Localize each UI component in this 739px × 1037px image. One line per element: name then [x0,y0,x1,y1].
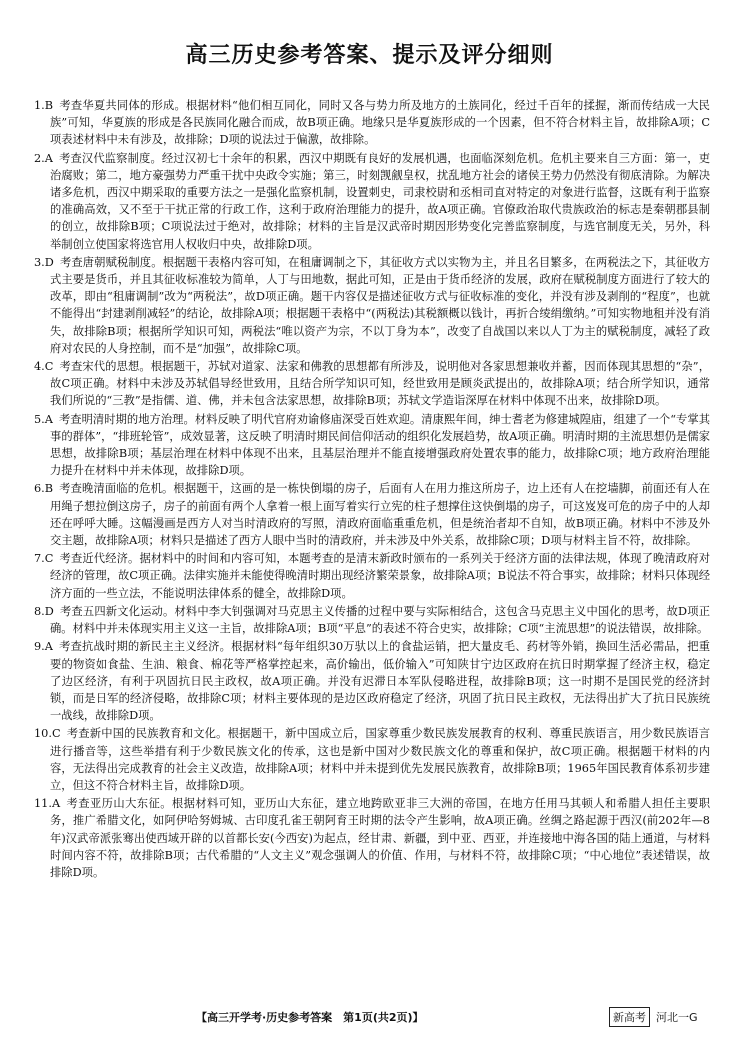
answer-item [34,150,710,253]
page-title: 高三历史参考答案、提示及评分细则 [185,43,554,68]
explanation-text: 考查五四新文化运动。材料中李大钊强调对马克思主义传播的过程中要与实际相结合，这包含马克思主义中国化的思考，故D项正确。材料中并未体现实用主义这一主旨，故排除A项；B项“平息”的表述不符合史实，故排除；C项“主流思想”的说法错误，故排除。 [50,604,710,636]
answer-choice: A [44,151,53,165]
question-number: 9. [34,640,45,654]
answer-item [34,795,710,881]
exam-type-badge: 新高考 [609,1007,650,1027]
answer-choice: A [51,797,61,811]
answer-choice: A [44,412,53,426]
answer-item [34,603,710,637]
question-number: 4. [34,360,45,374]
answer-choice: D [44,604,54,618]
explanation-text: 考查近代经济。据材料中的时间和内容可知，本题考查的是清末新政时颁布的一系列关于经济方面的法律法规，体现了晚清政府对经济的管理，故C项正确。法律实施并未能使得晚清时期出现经济繁荣景象，故排除A项；B说法不符合事实，故排除；材料只体现经济方面的一些立法，不能说明法律体系的健全，故排除D项。 [50,552,710,600]
explanation-text: 考查明清时期的地方治理。材料反映了明代官府劝谕修庙深受百姓欢迎。清康熙年间，绅士耆老为修建城隍庙，组建了一个“专掌其事的群体”，“排班轮管”，成效显著，这反映了明清时期民间信仰活动的组织化发展趋势，故A项正确。明清时期的主流思想仍是儒家思想，故排除B项；基层治理在材料中体现不出来，且基层治理并不能直接增强政府处置农事的能力，故排除C项；地方政府治理能力提升在材料中并未体现，故排除D项。 [50,412,710,478]
question-number: 6. [34,482,45,496]
answer-item [34,480,710,549]
question-number: 1. [34,99,45,112]
explanation-text: 考查新中国的民族教育和文化。根据题干，新中国成立后，国家尊重少数民族发展教育的权利、尊重民族语言，用少数民族语言进行播音等，这些举措有利于少数民族文化的传承，这也是新中国对少数民族文化的尊重和保护，故C项正确。根据题干材料的内容，无法得出完成教育的社会主义改造，故排除A项；材料中并未提到优先发展民族教育，故排除B项；1965年国民教育体系初步建立，但这不符合材料主旨，故排除D项。 [50,727,710,792]
answer-choice: A [44,640,53,654]
answer-item [34,411,710,480]
question-number: 10. [34,727,52,741]
question-number: 8. [34,604,45,618]
explanation-text: 考查汉代监察制度。经过汉初七十余年的积累，西汉中期既有良好的发展机遇，也面临深刻危机。危机主要来自三方面：第一，吏治腐败；第二，地方豪强势力严重干扰中央政令实施；第三，时刻觊觎皇权，扰乱地方社会的诸侯王势力仍然没有彻底清除。为解决诸多危机，西汉中期采取的重要方法之一是强化监察机制，设置刺史，司隶校尉和丞相司直对特定的对象进行监督，这既有利于监察的准确高效，又不至于干扰正常的行政工作，这利于政府治理能力的提升，故A项正确。官僚政治取代贵族政治的标志是秦朝郡县制的创立，故排除B项；C项说法过于绝对，故排除；材料的主旨是汉武帝时期因形势变化完善监察制度，与选官制度无关，另外，科举制创立使国家将选官用人权收归中央，故排除D项。 [50,151,710,251]
question-number: 3. [34,255,45,269]
answer-choice: B [44,482,54,496]
answer-item [34,550,710,602]
question-number: 11. [34,797,52,811]
answer-choice: C [44,552,54,566]
explanation-text: 考查唐朝赋税制度。根据题干表格内容可知，在租庸调制之下，其征收方式以实物为主，并且名目繁多，在两税法之下，其征收方式主要是货币，并且其征收标准较为简单，人丁与田地数，据此可知，正是由于货币经济的发展，政府在赋税制度方面进行了较大的改革，即由“租庸调制”改为“两税法”，故D项正确。题干内容仅是描述征收方式与征收标准的变化，并没有涉及剥削的“程度”，也就不能得出“封建剥削减轻”的结论，故排除A项；根据题干表格中“(两税法)其税额概以钱计，再折合绫绢缴纳。”可知实物地租并没有消失，故排除B项；根据所学知识可知，两税法“唯以资产为宗，不以丁身为本”，改变了自战国以来以人丁为主的赋税制度，减轻了政府对农民的人身控制，而不是“加强”，故排除C项。 [50,255,710,355]
question-number: 5. [34,412,45,426]
explanation-text: 考查宋代的思想。根据题干，苏轼对道家、法家和佛教的思想都有所涉及，说明他对各家思想兼收并蓄，因而体现其思想的“杂”，故C项正确。材料中未涉及苏轼倡导经世致用，且结合所学知识可知，经世致用是顾炎武提出的，故排除A项；结合所学知识，通常我们所说的“三教”是指儒、道、佛，并未包含法家思想，故排除B项；苏轼文学造诣深厚在材料中体现不出来，故排除D项。 [50,360,710,408]
answer-choice: D [44,255,54,269]
explanation-text: 考查抗战时期的新民主主义经济。根据材料“每年组织30万驮以上的食盐运销，把大量皮毛、药材等外销，换回生活必需品，把重要的物资如食盐、生油、粮食、棉花等严格掌控起来，高价输出，低价输入”可知陕甘宁边区政府在抗日时期掌握了经济主权，稳定了边区经济，有利于巩固抗日民主政权，故A项正确。并没有迟滞日本军队侵略进程，故排除B项；这一时期不是国民党的经济封锁，而是日军的经济侵略，故排除C项；材料主要体现的是边区政府稳定了经济，巩固了抗日民主政权，无法得出扩大了抗日民族统一战线，故排除D项。 [50,640,710,723]
question-number: 2. [34,151,45,165]
answer-item [34,97,710,149]
answer-item [34,725,710,794]
answer-item [34,638,710,724]
explanation-text: 考查晚清面临的危机。根据题干，这画的是一栋快倒塌的房子，后面有人在用力推这所房子，边上还有人在挖墙脚，前面还有人在用绳子想拉倒这房子，房子的前面有两个人拿着一根上面写着实行立宪的柱子想撑住这快倒塌的房子，可这岌岌可危的房子中的人却还在呼呼大睡。这幅漫画是西方人对当时清政府的写照，清政府面临重重危机，但是统治者却不自知，故B项正确。材料中不涉及外交主题，故排除A项；材料只是描述了西方人眼中当时的清政府，并未涉及中外关系，故排除C项；D项与材料主旨不符，故排除。 [50,482,710,548]
answer-item [34,254,710,357]
answer-item [34,358,710,410]
explanation-text: 考查华夏共同体的形成。根据材料“他们相互同化，同时又各与势力所及地方的土族同化，经过千百年的揉握，渐而传结成一大民族”可知，华夏族的形成是各民族同化融合而成，故B项正确。地缘只是华夏族形成的一个因素，但不符合材料主旨，故排除A项；C项表述材料中未有涉及，故排除；D项的说法过于偏激，故排除。 [50,99,710,147]
page-footer [0,1006,739,1026]
answer-choice: C [44,360,54,374]
question-number: 7. [34,552,45,566]
answer-list [34,97,710,882]
footer-page-info: 【高三开学考·历史参考答案 第1页(共2页)】 [196,1011,424,1024]
explanation-text: 考查亚历山大东征。根据材料可知，亚历山大东征，建立地跨欧亚非三大洲的帝国，在地方任用马其顿人和希腊人担任主要职务，推广希腊文化，如阿伊哈努姆城、古印度孔雀王朝阿育王时期的法令产生影响，故A项正确。丝绸之路起源于西汉(前202年—8年)汉武帝派张骞出使西域开辟的以首都长安(今西安)为起点，经甘肃、新疆，到中亚、西亚，并连接地中海各国的陆上通道，与材料时间内容不符，故排除B项；古代希腊的“人文主义”观念强调人的价值、作用，与材料不符，故排除C项；“中心地位”表述错误，故排除D项。 [50,797,710,879]
answer-choice: B [44,99,54,112]
region-code: 河北一G [656,1011,698,1024]
answer-choice: C [51,727,61,741]
